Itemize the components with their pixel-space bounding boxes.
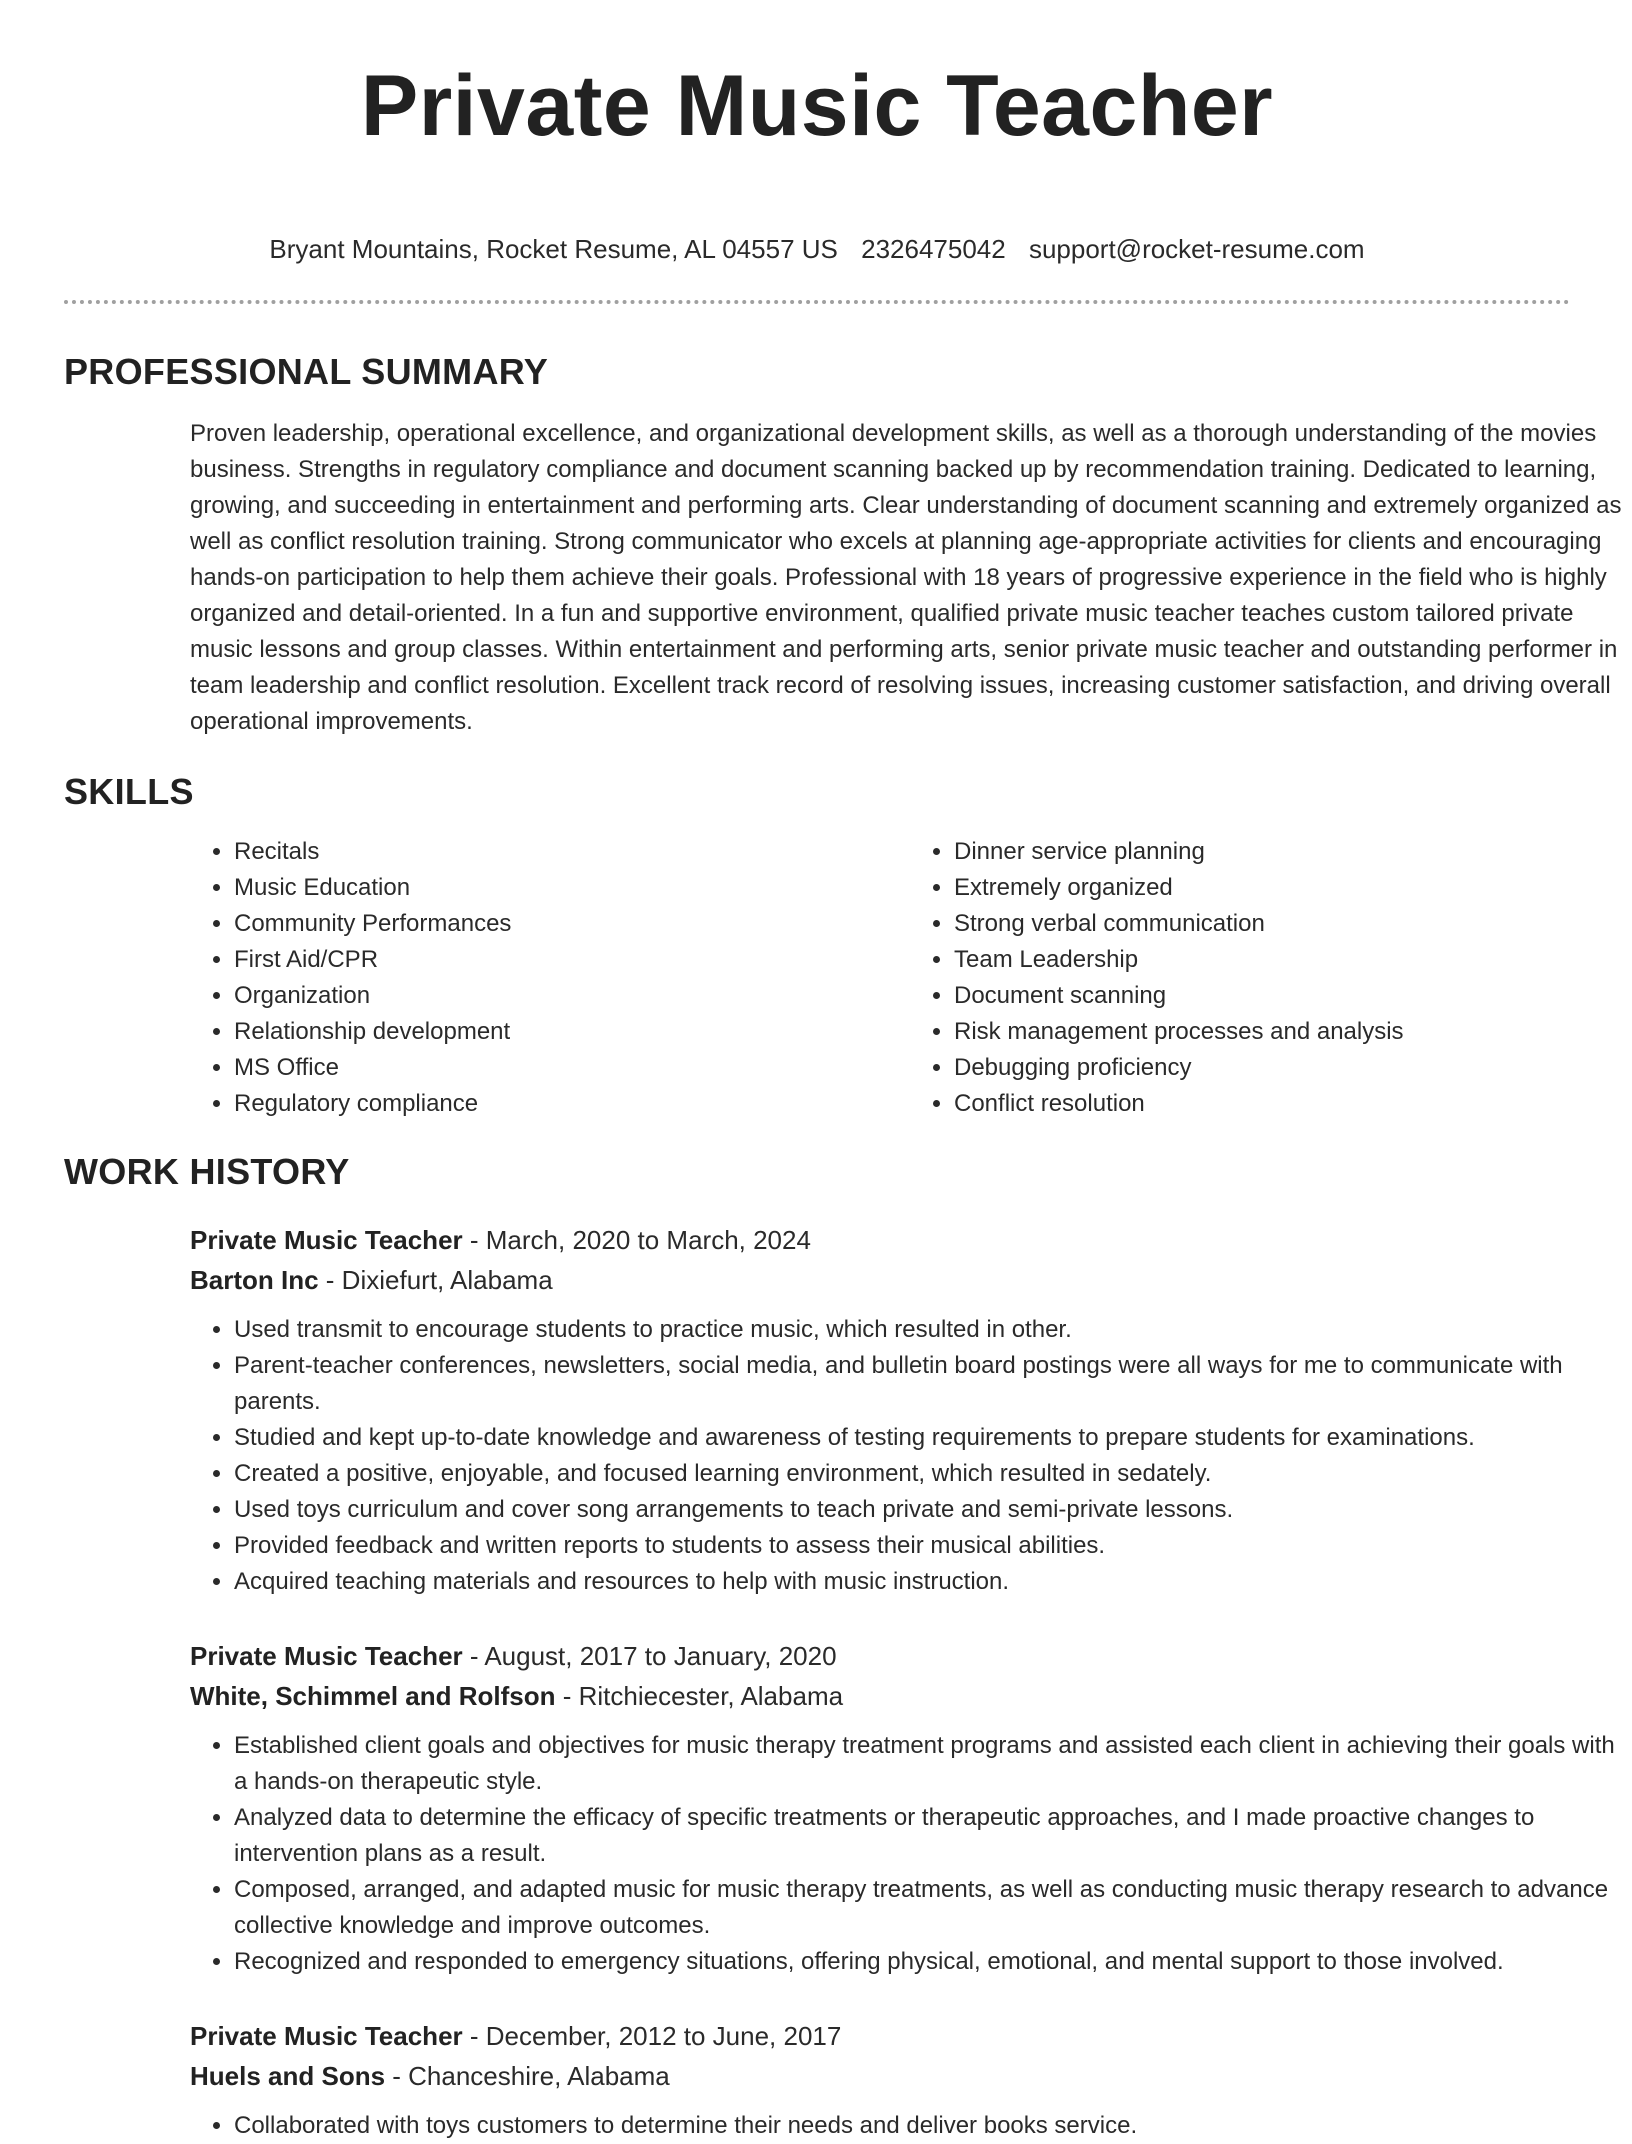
job-bullets: [190, 1728, 1630, 1980]
skill-item: • Extremely organized: [954, 870, 1630, 906]
contact-email: support@rocket-resume.com: [1028, 234, 1365, 264]
resume-page: [64, 0, 1622, 2144]
job-bullet: • Used transmit to encourage students to practice music, which resulted in other.: [234, 1312, 1630, 1348]
resume-name: Private Music Teacher: [360, 58, 1274, 154]
job-company-line: [190, 2056, 1630, 2096]
job-dates: - August, 2017 to January, 2020: [462, 1641, 837, 1671]
skill-item: • Recitals: [234, 834, 910, 870]
job-location: - Ritchiecester, Alabama: [555, 1681, 844, 1711]
job-company: Huels and Sons: [190, 2061, 386, 2091]
job-title-line: [190, 2016, 1630, 2056]
job-bullet: • Created a positive, enjoyable, and focused learning environment, which resulted in sedately.: [234, 1456, 1630, 1492]
skill-item: • Debugging proficiency: [954, 1050, 1630, 1086]
skill-item: • Dinner service planning: [954, 834, 1630, 870]
job-company-line: [190, 1676, 1630, 1716]
skills-heading: SKILLS: [64, 771, 194, 812]
skill-item: • Team Leadership: [954, 942, 1630, 978]
job-bullet: • Studied and kept up-to-date knowledge and awareness of testing requirements to prepare students for examinations.: [234, 1420, 1630, 1456]
summary-text: Proven leadership, operational excellence, and organizational development skills, as well as a thorough understanding of the movies business. Strengths in regulatory compliance and document scanning backed up by recommendation training. Dedicated to learning, growing, and succeeding in entertainment and performing arts. Clear understanding of document scanning and extremely organized as well as conflict resolution training. Strong communicator who excels at planning age-appropriate activities for clients and encouraging hands-on participation to help them achieve their goals. Professional with 18 years of progressive experience in the field who is highly organized and detail-oriented. In a fun and supportive environment, qualified private music teacher teaches custom tailored private music lessons and group classes. Within entertainment and performing arts, senior private music teacher and outstanding performer in team leadership and conflict resolution. Excellent track record of resolving issues, increasing customer satisfaction, and driving overall operational improvements.: [190, 420, 1622, 735]
skills-list: [190, 834, 1630, 1122]
skill-item: • Regulatory compliance: [234, 1086, 910, 1122]
skills-column-right: [910, 834, 1630, 1122]
skill-item: • Risk management processes and analysis: [954, 1014, 1630, 1050]
skill-item: • Document scanning: [954, 978, 1630, 1014]
job-company: White, Schimmel and Rolfson: [190, 1681, 556, 1711]
job-company-line: [190, 1260, 1630, 1300]
skill-item: • Conflict resolution: [954, 1086, 1630, 1122]
summary-heading: PROFESSIONAL SUMMARY: [64, 351, 549, 392]
job-bullet: • Analyzed data to determine the efficacy of specific treatments or therapeutic approaches, and I made proactive changes to intervention plans as a result.: [234, 1800, 1630, 1872]
job-role: Private Music Teacher: [190, 2021, 463, 2051]
skill-item: • First Aid/CPR: [234, 942, 910, 978]
skill-item: • Strong verbal communication: [954, 906, 1630, 942]
job-dates: - March, 2020 to March, 2024: [462, 1225, 811, 1255]
work-history-heading: WORK HISTORY: [64, 1151, 350, 1192]
job-dates: - December, 2012 to June, 2017: [462, 2021, 842, 2051]
contact-address: Bryant Mountains, Rocket Resume, AL 04557 US: [269, 234, 838, 264]
job-bullets: [190, 1312, 1630, 1600]
skill-item: • Organization: [234, 978, 910, 1014]
job-role: Private Music Teacher: [190, 1225, 463, 1255]
job-bullet: • Used toys curriculum and cover song arrangements to teach private and semi-private lessons.: [234, 1492, 1630, 1528]
work-history-list: [190, 1220, 1630, 2144]
contact-line: [64, 232, 1570, 266]
skills-column-left: [190, 834, 910, 1122]
job-entry: [190, 2016, 1630, 2144]
job-bullet: • Acquired teaching materials and resources to help with music instruction.: [234, 1564, 1630, 1600]
contact-phone: 2326475042: [861, 234, 1006, 264]
job-bullet: • Provided feedback and written reports to students to assess their musical abilities.: [234, 1528, 1630, 1564]
job-title-line: [190, 1636, 1630, 1676]
job-company: Barton Inc: [190, 1265, 319, 1295]
job-entry: [190, 1636, 1630, 1980]
skill-item: • Music Education: [234, 870, 910, 906]
job-role: Private Music Teacher: [190, 1641, 463, 1671]
skill-item: • Relationship development: [234, 1014, 910, 1050]
header-divider: [64, 300, 1570, 304]
job-bullets: [190, 2108, 1630, 2144]
job-location: - Dixiefurt, Alabama: [318, 1265, 553, 1295]
job-title-line: [190, 1220, 1630, 1260]
job-entry: [190, 1220, 1630, 1600]
job-bullet: • Collaborated with toys customers to determine their needs and deliver books service.: [234, 2108, 1630, 2144]
job-bullet: • Recognized and responded to emergency situations, offering physical, emotional, and mental support to those involved.: [234, 1944, 1630, 1980]
job-bullet: • Composed, arranged, and adapted music for music therapy treatments, as well as conducting music therapy research to advance collective knowledge and improve outcomes.: [234, 1872, 1630, 1944]
skill-item: • MS Office: [234, 1050, 910, 1086]
job-bullet: • Established client goals and objectives for music therapy treatment programs and assisted each client in achieving their goals with a hands-on therapeutic style.: [234, 1728, 1630, 1800]
skill-item: • Community Performances: [234, 906, 910, 942]
job-location: - Chanceshire, Alabama: [385, 2061, 670, 2091]
job-bullet: • Parent-teacher conferences, newsletters, social media, and bulletin board postings were all ways for me to communicate with parents.: [234, 1348, 1630, 1420]
